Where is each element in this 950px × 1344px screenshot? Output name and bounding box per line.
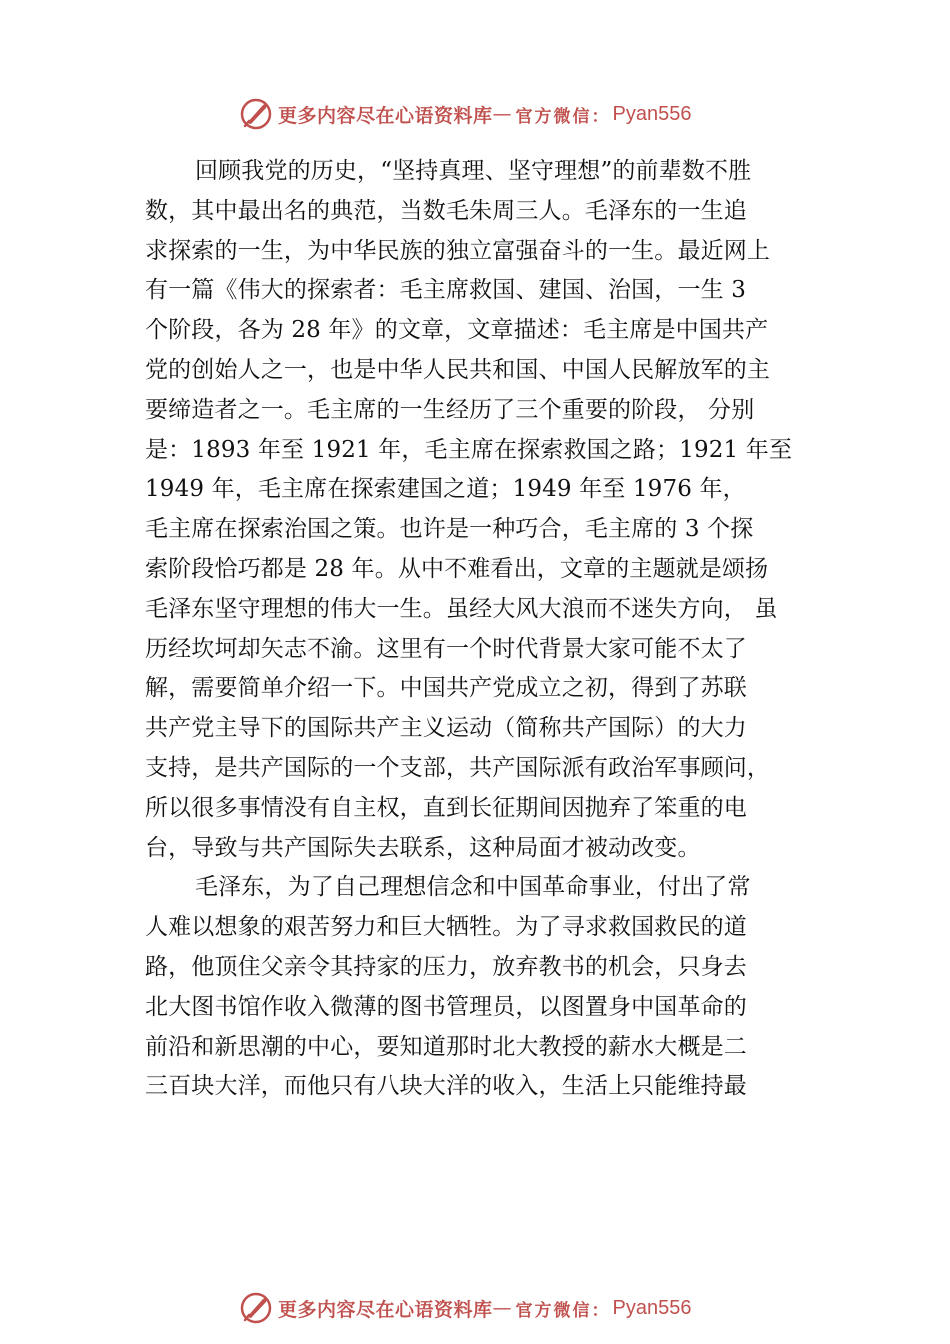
text-line: 解，需要简单介绍一下。中国共产党成立之初，得到了苏联 <box>145 675 747 702</box>
watermark-title: 更多内容尽在心语资料库 <box>278 104 493 127</box>
text-line: 历经坎坷却矢志不渝。这里有一个时代背景大家可能不太了 <box>145 635 747 662</box>
text-line: 毛主席在探索治国之策。也许是一种巧合，毛主席的 3 个探 <box>145 516 754 543</box>
watermark-title: 更多内容尽在心语资料库 <box>278 1298 493 1321</box>
text-line: 数，其中最出名的典范，当数毛朱周三人。毛泽东的一生追 <box>145 197 747 224</box>
text-line: 个阶段，各为 28 年》的文章，文章描述：毛主席是中国共产 <box>145 317 769 344</box>
footer-watermark <box>238 1288 691 1328</box>
text-line: 求探索的一生，为中华民族的独立富强奋斗的一生。最近网上 <box>145 237 771 264</box>
text-line: 毛泽东，为了自己理想信念和中国革命事业，付出了常 <box>195 874 751 901</box>
text-line: 人难以想象的艰苦努力和巨大牺牲。为了寻求救国救民的道 <box>145 914 747 941</box>
watermark-wechat-id: Pyan556 <box>612 1296 692 1319</box>
text-line: 索阶段恰巧都是 28 年。从中不难看出，文章的主题就是颂扬 <box>145 555 769 582</box>
text-line: 三百块大洋，而他只有八块大洋的收入，生活上只能维持最 <box>145 1073 747 1100</box>
text-line: 党的创始人之一，也是中华人民共和国、中国人民解放军的主 <box>145 356 771 383</box>
text-line: 1949 年，毛主席在探索建国之道；1949 年至 1976 年， <box>145 476 746 503</box>
watermark-wechat-label: 官方微信： <box>515 1300 611 1321</box>
quill-pen-circle-icon <box>238 96 274 132</box>
text-line: 支持，是共产国际的一个支部，共产国际派有政治军事顾问， <box>145 754 771 781</box>
document-body <box>145 152 825 1107</box>
text-line: 回顾我党的历史，“坚持真理、坚守理想”的前辈数不胜 <box>195 158 752 184</box>
header-watermark <box>238 94 691 134</box>
text-line: 要缔造者之一。毛主席的一生经历了三个重要的阶段， 分别 <box>145 396 755 423</box>
text-line: 共产党主导下的国际共产主义运动（简称共产国际）的大力 <box>145 715 747 742</box>
text-line: 所以很多事情没有自主权，直到长征期间因抛弃了笨重的电 <box>145 794 747 821</box>
text-line: 前沿和新思潮的中心，要知道那时北大教授的薪水大概是二 <box>145 1033 747 1060</box>
watermark-separator: — <box>492 1297 512 1319</box>
text-line: 北大图书馆作收入微薄的图书管理员，以图置身中国革命的 <box>145 993 747 1020</box>
paragraph-2 <box>145 868 825 1107</box>
text-line: 是：1893 年至 1921 年，毛主席在探索救国之路；1921 年至 <box>145 436 793 463</box>
text-line: 路，他顶住父亲令其持家的压力，放弃教书的机会，只身去 <box>145 953 747 980</box>
text-line: 毛泽东坚守理想的伟大一生。虽经大风大浪而不迷失方向， 虽 <box>145 595 778 622</box>
watermark-separator: — <box>492 103 512 125</box>
watermark-wechat-label: 官方微信： <box>515 106 611 127</box>
text-line: 台，导致与共产国际失去联系，这种局面才被动改变。 <box>145 834 701 861</box>
watermark-wechat-id: Pyan556 <box>612 102 692 125</box>
paragraph-1 <box>145 152 825 868</box>
quill-pen-circle-icon <box>238 1290 274 1326</box>
text-line: 有一篇《伟大的探索者：毛主席救国、建国、治国，一生 3 <box>145 277 746 304</box>
